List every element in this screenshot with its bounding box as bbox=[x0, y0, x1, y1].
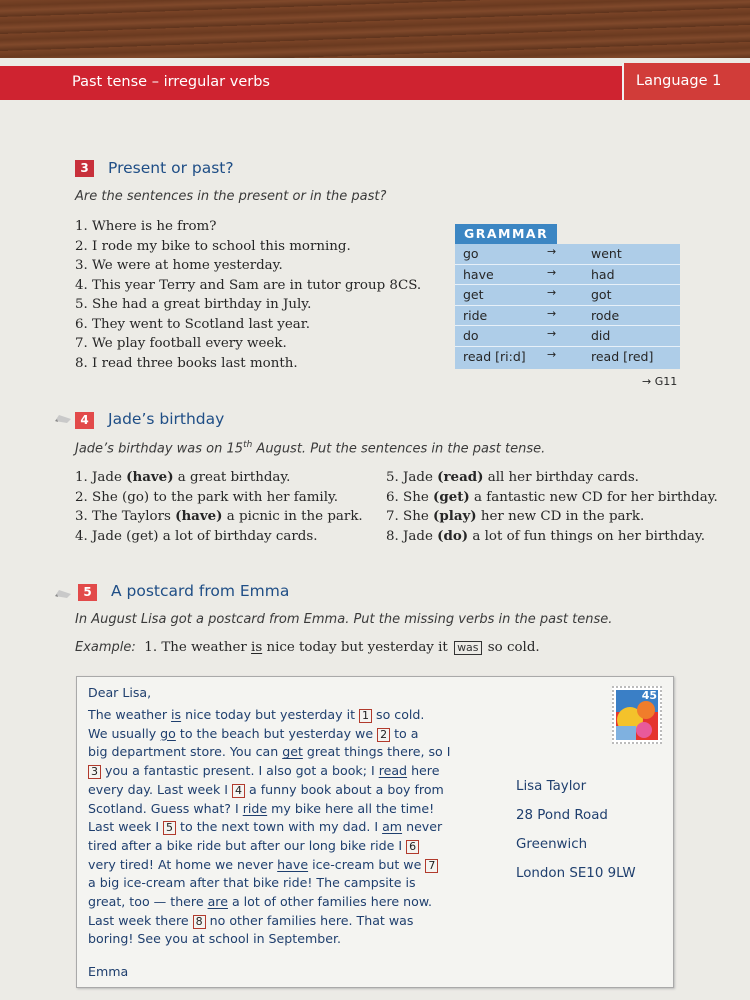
sentence-text: her new CD in the park. bbox=[476, 509, 645, 524]
exercise-4-sentence bbox=[386, 488, 718, 508]
exercise-4-sentence bbox=[386, 507, 718, 527]
underlined-verb: am bbox=[382, 819, 403, 835]
postcard-text: boring! See you at school in September. bbox=[88, 931, 342, 947]
verb-prompt: (read) bbox=[437, 469, 484, 485]
grammar-base-form: get bbox=[463, 287, 484, 302]
sentence-text: She bbox=[403, 489, 434, 505]
grammar-base-form: do bbox=[463, 328, 479, 343]
sentence-text: Jade bbox=[403, 528, 438, 544]
postcard-line bbox=[88, 894, 432, 909]
postcard-line bbox=[88, 782, 444, 798]
grammar-past-form: had bbox=[591, 266, 615, 282]
sentence-number: 8. bbox=[386, 528, 404, 544]
exercise-4-instruction-text-2: August. Put the sentences in the past tense. bbox=[252, 441, 546, 457]
answer-gap-box: 5 bbox=[163, 821, 176, 835]
postcard-text: very tired! At home we never bbox=[88, 856, 278, 872]
postcard-text: Scotland. Guess what? I bbox=[88, 800, 243, 816]
postage-stamp bbox=[612, 686, 662, 744]
postcard-line bbox=[88, 857, 438, 873]
sentence-text: Jade (get) a lot of birthday cards. bbox=[92, 528, 318, 544]
exercise-4-left-list bbox=[75, 468, 363, 546]
sentence-text: Jade bbox=[92, 470, 127, 485]
postcard-text: to a bbox=[390, 725, 419, 741]
answer-gap-box: 6 bbox=[406, 840, 419, 854]
exercise-4-sentence bbox=[386, 468, 718, 488]
postcard-text: tired after a bike ride but after our long bike ride I bbox=[88, 837, 407, 853]
grammar-arrow-icon: → bbox=[547, 347, 557, 361]
postcard-text: to the beach but yesterday we bbox=[175, 725, 378, 741]
answer-gap-box: 3 bbox=[88, 765, 101, 779]
exercise-3-sentence: 4. This year Terry and Sam are in tutor group 8CS. bbox=[75, 277, 422, 293]
postcard-line bbox=[88, 875, 416, 890]
exercise-4-title: Jade’s birthday bbox=[108, 410, 225, 428]
postcard-text: great things there, so I bbox=[302, 744, 451, 760]
postcard-text: a big ice-cream after that bike ride! The campsite is bbox=[88, 875, 416, 891]
postcard-text: here bbox=[407, 763, 440, 779]
postcard-text: every day. Last week I bbox=[88, 781, 233, 797]
grammar-table bbox=[455, 244, 680, 369]
grammar-row bbox=[455, 265, 680, 286]
underlined-verb: ride bbox=[242, 800, 268, 816]
sentence-number: 7. bbox=[386, 509, 404, 524]
grammar-base-form: have bbox=[463, 266, 494, 282]
sentence-number: 6. bbox=[386, 489, 404, 505]
exercise-5-number-badge: 5 bbox=[78, 584, 97, 601]
grammar-row bbox=[455, 285, 680, 306]
verb-prompt: (do) bbox=[437, 527, 469, 544]
postcard-text: a funny book about a boy from bbox=[245, 781, 444, 797]
postcard-greeting: Dear Lisa, bbox=[88, 685, 152, 700]
pencil-icon bbox=[55, 413, 71, 423]
postcard-text: never bbox=[402, 819, 443, 835]
postcard-text: to the next town with my dad. I bbox=[176, 819, 383, 835]
address-line: London SE10 9LW bbox=[516, 866, 636, 881]
grammar-past-form: rode bbox=[591, 307, 620, 323]
postcard-line bbox=[88, 801, 434, 816]
postcard-line bbox=[88, 744, 450, 759]
example-text-3: so cold. bbox=[483, 640, 540, 655]
postcard-line bbox=[88, 838, 419, 854]
address-line: Lisa Taylor bbox=[516, 779, 587, 794]
postcard-text: big department store. You can bbox=[88, 744, 283, 760]
exercise-3-sentence: 7. We play football every week. bbox=[75, 336, 287, 351]
postcard-line bbox=[88, 707, 424, 723]
exercise-4-sentence bbox=[75, 468, 363, 488]
grammar-row bbox=[455, 326, 680, 347]
grammar-past-form: read [red] bbox=[591, 348, 654, 364]
exercise-3-sentence: 2. I rode my bike to school this morning. bbox=[75, 238, 351, 254]
sentence-text: The Taylors bbox=[92, 509, 176, 524]
underlined-verb: go bbox=[160, 725, 176, 741]
postcard-text: so cold. bbox=[372, 707, 425, 722]
answer-gap-box: 4 bbox=[232, 784, 245, 798]
example-label: Example: bbox=[75, 640, 136, 655]
exercise-4-right-list bbox=[386, 468, 718, 546]
grammar-arrow-icon: → bbox=[547, 265, 557, 279]
sentence-number: 2. bbox=[75, 489, 93, 505]
grammar-past-form: went bbox=[591, 246, 622, 261]
answer-gap-box: 1 bbox=[359, 709, 372, 723]
sentence-number: 1. bbox=[75, 470, 93, 485]
grammar-base-form: go bbox=[463, 246, 479, 261]
exercise-4-instruction-text: Jade’s birthday was on 15 bbox=[75, 441, 244, 457]
sentence-text: a picnic in the park. bbox=[222, 509, 363, 524]
grammar-arrow-icon: → bbox=[547, 327, 557, 340]
postcard-line bbox=[88, 931, 341, 946]
grammar-box bbox=[455, 224, 680, 369]
verb-prompt: (have) bbox=[126, 469, 174, 485]
grammar-row bbox=[455, 244, 680, 265]
grammar-past-form: got bbox=[591, 287, 612, 302]
sentence-text: Jade bbox=[403, 470, 438, 485]
grammar-arrow-icon: → bbox=[547, 245, 557, 258]
underlined-verb: is bbox=[171, 707, 182, 722]
sentence-text: She (go) to the park with her family. bbox=[92, 489, 339, 505]
postcard-text: no other families here. That was bbox=[205, 912, 414, 928]
exercise-3-sentence: 1. Where is he from? bbox=[75, 219, 217, 234]
exercise-4-instruction-sup: th bbox=[243, 440, 253, 450]
sentence-text: a great birthday. bbox=[173, 470, 291, 485]
exercise-4-number-badge: 4 bbox=[75, 412, 94, 429]
exercise-3-sentence-list bbox=[75, 217, 421, 373]
exercise-3-title: Present or past? bbox=[108, 159, 234, 177]
exercise-4-sentence bbox=[75, 488, 363, 508]
section-tab-label: Language 1 bbox=[636, 73, 722, 89]
verb-prompt: (play) bbox=[433, 508, 477, 524]
postcard-line bbox=[88, 819, 442, 835]
underlined-verb: read bbox=[378, 763, 408, 779]
example-text: 1. The weather bbox=[144, 640, 252, 655]
example-text-2: nice today but yesterday it bbox=[262, 640, 453, 655]
exercise-3-sentence: 8. I read three books last month. bbox=[75, 355, 298, 371]
postcard-text: my bike here all the time! bbox=[267, 800, 435, 816]
sentence-number: 3. bbox=[75, 509, 93, 524]
postcard-text: you a fantastic present. I also got a book; I bbox=[101, 763, 379, 779]
underlined-verb: have bbox=[277, 856, 309, 872]
exercise-4-instruction bbox=[75, 440, 545, 456]
exercise-3-sentence: 5. She had a great birthday in July. bbox=[75, 297, 312, 312]
postcard-text: Last week there bbox=[88, 912, 193, 928]
example-answer-box: was bbox=[454, 641, 481, 655]
postcard-text: Last week I bbox=[88, 819, 164, 835]
exercise-5-title: A postcard from Emma bbox=[111, 582, 290, 600]
grammar-past-form: did bbox=[591, 328, 611, 343]
postcard-line bbox=[88, 726, 418, 742]
underlined-verb: get bbox=[282, 744, 303, 760]
address-line: Greenwich bbox=[516, 837, 588, 852]
postcard-text: The weather bbox=[88, 707, 172, 722]
stamp-value: 45 bbox=[641, 689, 657, 702]
example-underlined-verb: is bbox=[251, 640, 263, 655]
postcard-text: nice today but yesterday it bbox=[181, 707, 360, 722]
postcard-line bbox=[88, 913, 413, 929]
exercise-4-sentence bbox=[75, 527, 363, 547]
sentence-number: 4. bbox=[75, 528, 93, 544]
sentence-number: 5. bbox=[386, 470, 404, 485]
postcard-line bbox=[88, 763, 439, 779]
exercise-5-example bbox=[75, 640, 540, 655]
sentence-text: a lot of fun things on her birthday. bbox=[468, 528, 705, 544]
page-header-title: Past tense – irregular verbs bbox=[72, 74, 270, 90]
grammar-base-form: ride bbox=[463, 307, 488, 323]
exercise-4-sentence bbox=[386, 527, 718, 547]
postcard-signature: Emma bbox=[88, 964, 129, 979]
exercise-5-instruction: In August Lisa got a postcard from Emma. Put the missing verbs in the past tense. bbox=[75, 612, 613, 627]
section-tab bbox=[622, 63, 750, 100]
grammar-heading: GRAMMAR bbox=[455, 224, 557, 244]
grammar-row bbox=[455, 347, 680, 369]
answer-gap-box: 7 bbox=[425, 859, 438, 873]
sentence-text: all her birthday cards. bbox=[483, 470, 639, 485]
grammar-arrow-icon: → bbox=[547, 286, 557, 299]
exercise-3-instruction: Are the sentences in the present or in the past? bbox=[75, 189, 387, 204]
postcard-text: a lot of other families here now. bbox=[227, 894, 432, 909]
grammar-reference: → G11 bbox=[642, 375, 678, 388]
verb-prompt: (get) bbox=[433, 488, 470, 505]
exercise-3-sentence: 3. We were at home yesterday. bbox=[75, 258, 283, 273]
postcard-text: ice-cream but we bbox=[308, 856, 426, 872]
exercise-3-number-badge: 3 bbox=[75, 160, 94, 177]
underlined-verb: are bbox=[207, 894, 228, 909]
sentence-text: She bbox=[403, 509, 434, 524]
answer-gap-box: 2 bbox=[377, 728, 390, 742]
verb-prompt: (have) bbox=[175, 508, 223, 524]
postcard-text: great, too — there bbox=[88, 894, 208, 909]
sentence-text: a fantastic new CD for her birthday. bbox=[469, 489, 718, 505]
grammar-base-form: read [ri:d] bbox=[463, 348, 526, 364]
address-line: 28 Pond Road bbox=[516, 808, 608, 823]
exercise-3-sentence: 6. They went to Scotland last year. bbox=[75, 316, 310, 332]
pencil-icon bbox=[55, 588, 71, 598]
grammar-arrow-icon: → bbox=[547, 306, 557, 320]
grammar-row bbox=[455, 306, 680, 327]
answer-gap-box: 8 bbox=[193, 915, 206, 929]
exercise-4-sentence bbox=[75, 507, 363, 527]
postcard-text: We usually bbox=[88, 725, 161, 741]
